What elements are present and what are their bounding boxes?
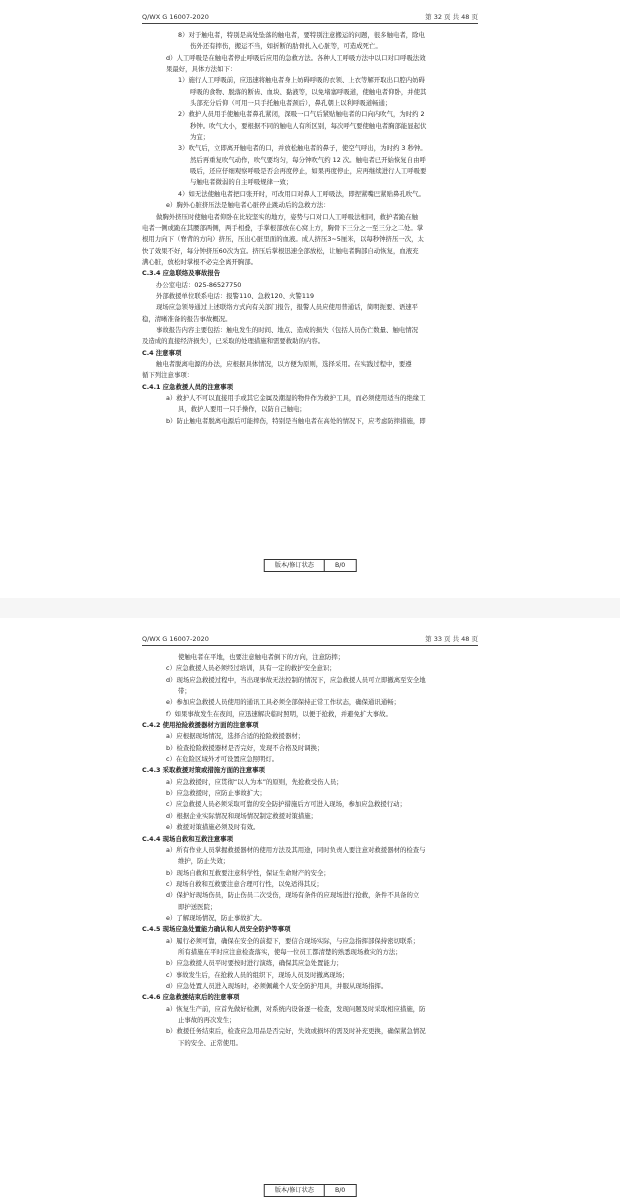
- page-header: [142, 634, 478, 646]
- text-line: a）恢复生产前，应首先做好检测，对系统内设备逐一检查，发现问题及时采取相应措施，防: [166, 1004, 426, 1013]
- revision-value: B/0: [334, 1187, 346, 1194]
- text-line: b）防止触电者脱离电源后可能摔伤，特别是当触电者在高处的情况下，应考虑防摔措施，即: [166, 416, 426, 425]
- text-line: b）救援任务结束后，检查应急用品是否完好，失效或损坏的需及时补充更换，确保紧急情况: [166, 1027, 426, 1036]
- text-line: e）参加应急救援人员使用的通讯工具必须全部保持正常工作状态，确保通讯通畅；: [166, 698, 400, 707]
- text-line: e）了解现场情况，防止事故扩大。: [166, 913, 266, 922]
- text-line: 事故报告内容主要包括：触电发生的时间、地点、造成的损失（包括人员伤亡数量、触电情况: [156, 325, 419, 334]
- doc-code: Q/WX G 16007-2020: [142, 13, 209, 21]
- text-line: 为宜；: [190, 133, 210, 142]
- text-line: d）保护好现场伤员，防止伤员二次受伤，现场有条件的应现场进行抢救，条件不具备的立: [166, 891, 420, 900]
- page-gap: [0, 598, 620, 620]
- revision-label: 版本/修订状态: [265, 560, 325, 571]
- doc-code: Q/WX G 16007-2020: [142, 635, 209, 643]
- text-line: 外部救援单位联系电话：报警110、急救120、火警119: [156, 291, 315, 300]
- text-line: 果最好，具体方法如下：: [166, 65, 237, 74]
- section-heading: C.4.4 现场自救和互救注意事项: [142, 834, 233, 843]
- text-line: 2）救护人员用手使触电者鼻孔紧闭，深吸一口气后紧贴触电者的口向内吹气，为时约 2: [178, 110, 425, 119]
- text-line: 呼吸的食物、脱落的断齿、血块、黏液等，以免堵塞呼吸道，使触电者仰卧，并使其: [190, 87, 427, 96]
- text-line: 3）吹气后，立即离开触电者的口，并放松触电者的鼻子，使空气呼出，为时约 3 秒钟。: [178, 144, 427, 153]
- text-line: 根用力向下（脊背的方向）挤压，压出心脏里面的血液。成人挤压3~5厘米，以每秒钟挤压一次，太: [142, 235, 424, 244]
- text-line: 8）对于触电者，特别是高处坠落的触电者，要特别注意搬运的问题，很多触电者，除电: [178, 31, 425, 39]
- text-line: b）现场自救和互救要注意科学性，保证生命财产的安全；: [166, 868, 330, 877]
- text-line: 4）如无法使触电者把口张开时，可改用口对鼻人工呼吸法，即捏紧嘴巴紧贴鼻孔吹气。: [178, 189, 425, 198]
- page-body: [142, 30, 478, 427]
- section-heading: C.4.3 采取救援对策或措施方面的注意事项: [142, 766, 265, 775]
- text-line: 然后再重复吹气动作，吹气要均匀，每分钟吹气约 12 次。触电者已开始恢复自由呼: [190, 155, 426, 164]
- revision-footer: [264, 559, 357, 572]
- text-line: 满心脏，放松时掌根不必完全离开胸部。: [142, 257, 258, 266]
- text-line: 与触电者微弱的自主呼吸规律一致；: [190, 178, 293, 187]
- text-line: 秒钟。吹气大小，要根据不同的触电人有所区别，每次呼气要使触电者胸部能显起伏: [190, 121, 427, 130]
- text-line: 做胸外挤压时使触电者仰卧在比较坚实的地方，姿势与口对口人工呼吸法相同，救护者跪在触: [156, 212, 419, 221]
- section-heading: C.3.4 应急联络及事故报告: [142, 269, 221, 278]
- text-line: a）应急救援时，应贯彻“以人为本”的原则，先抢救受伤人员；: [166, 777, 343, 786]
- text-line: 伤外还有摔伤，搬运不当，如折断的肋骨扎入心脏等，可造成死亡。: [190, 42, 382, 51]
- text-line: b）应急救援人员平时要按时进行演练，确保其应急处置能力；: [166, 959, 343, 968]
- text-line: c）应急救援人员必须采取可靠的安全防护措施后方可进入现场，参加应急救援行动；: [166, 800, 406, 809]
- text-line: 办公室电话：025-86527750: [156, 280, 242, 289]
- page-header: [142, 12, 478, 24]
- text-line: 现场应急领导通过上述联络方式向有关部门报告，报警人员应使用普通话，简明扼要、语速平: [156, 303, 419, 312]
- text-line: 具，救护人要用一只手操作，以防自己触电；: [178, 405, 306, 414]
- text-line: e）救援对策措施必须及时有效。: [166, 823, 260, 832]
- text-line: d）根据企业实际情况和现场情况制定救援对策措施；: [166, 811, 318, 820]
- text-line: b）应急救援时，应防止事故扩大；: [166, 789, 266, 798]
- text-line: c）应急救援人员必须经过培训，具有一定的救护安全意识；: [166, 664, 336, 673]
- section-heading: C.4.5 现场应急处置能力确认和人员安全防护等事项: [142, 925, 291, 934]
- text-line: c）现场自救和互救要注意合理可行性，以免适得其反；: [166, 879, 323, 888]
- text-line: b）检查抢险救援器材是否完好，发现不合格及时调换；: [166, 743, 324, 752]
- text-line: a）救护人不可以直接用手或其它金属及潮湿的物件作为救护工具，而必须使用适当的绝缘工: [166, 394, 426, 402]
- text-line: 使触电者在平地，也要注意触电者倒下的方向，注意防摔；: [178, 653, 345, 661]
- text-line: 维护，防止失效；: [178, 857, 230, 866]
- text-line: 头部充分后仰（可用一只手托触电者颈后），鼻孔朝上以利呼吸道畅通；: [190, 99, 392, 108]
- section-heading: C.4.2 使用抢险救援器材方面的注意事项: [142, 721, 259, 730]
- text-line: a）应根据现场情况，选择合适的抢险救援器材；: [166, 732, 305, 741]
- text-line: 所有措施在平时应注意检查落实，使每一位员工都清楚的熟悉现场救灾的方法；: [178, 947, 402, 956]
- revision-label: 版本/修订状态: [265, 1185, 325, 1196]
- section-heading: C.4 注意事项: [142, 348, 182, 357]
- text-line: 带；: [178, 687, 191, 696]
- text-line: d）现场应急救援过程中，当出现事故无法控制的情况下，应急救援人员可立即撤离至安全地: [166, 675, 426, 684]
- text-line: a）履行必须可靠，确保在安全的前提下，要信合现场实际，与应急指挥部保持密切联系；: [166, 936, 420, 945]
- text-line: d）人工呼吸是在触电者停止呼吸后应用的急救方法。各种人工呼吸方法中以口对口呼吸法效: [166, 53, 426, 62]
- text-line: 快了效果不好，每分钟挤压60次为宜。挤压后掌根迅速全部放松，让触电者胸部自动恢复，血液充: [142, 246, 419, 255]
- page-body: [142, 652, 478, 1049]
- text-line: 循下列注意事项：: [142, 371, 194, 380]
- page-number: 第 32 页 共 48 页: [425, 13, 478, 21]
- revision-value: B/0: [334, 562, 346, 569]
- text-line: c）在危险区域外才可设置应急照明灯。: [166, 755, 279, 764]
- text-line: a）所有作业人员掌握救援器材的使用方法及其用途，同时负责人要注意对救援器材的检查与: [166, 845, 426, 854]
- section-heading: C.4.6 应急救援结束后的注意事项: [142, 993, 240, 1002]
- document-page-33: [0, 618, 620, 1200]
- text-line: 即护送医院；: [178, 902, 217, 911]
- page-number: 第 33 页 共 48 页: [425, 635, 478, 643]
- text-line: 电者一侧或跪在其腰部两侧，两手相叠，手掌根部放在心窝上方，胸骨下三分之一至三分之二处。掌: [142, 223, 424, 232]
- text-line: 止事故的再次发生；: [178, 1016, 236, 1024]
- section-heading: C.4.1 应急救援人员的注意事项: [142, 382, 233, 391]
- revision-footer: [264, 1184, 357, 1197]
- text-line: 触电者脱离电源的办法，应根据具体情况，以方便为原则，选择采用。在实践过程中，要遵: [156, 359, 412, 368]
- text-line: 吸后，还应仔细观察呼吸是否会再度停止，如果再度停止，应再继续进行人工呼吸要: [190, 167, 427, 176]
- text-line: 1）施行人工呼吸前，应迅速将触电者身上妨碍呼吸的衣领、上衣等解开取出口腔内妨碍: [178, 76, 425, 85]
- text-line: f）如果事故发生在夜间，应迅速解决临时照明，以便于抢救，并避免扩大事故。: [166, 709, 392, 718]
- text-line: e）胸外心脏挤压法是触电者心脏停止跳动后的急救方法：: [166, 201, 330, 210]
- text-line: d）应急处置人员进入现场时，必须佩戴个人安全防护用具，并服从现场指挥。: [166, 981, 388, 990]
- text-line: c）事故发生后，在抢救人员的组织下，现场人员及时撤离现场；: [166, 970, 349, 979]
- text-line: 及造成的直接经济损失），已采取的处理措施和需要救助的内容。: [142, 337, 325, 346]
- text-line: 下的安全、正常使用。: [178, 1038, 242, 1047]
- text-line: 稳，清晰准备的报告事故概况。: [142, 314, 232, 323]
